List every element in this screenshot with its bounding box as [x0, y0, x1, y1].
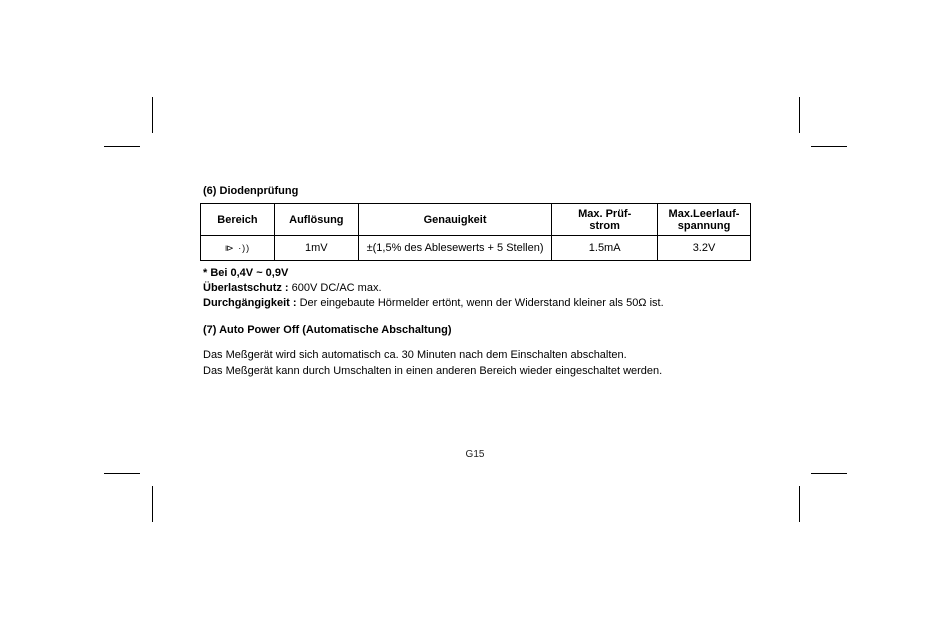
crop-mark-top-right-horizontal	[811, 146, 847, 147]
cell-test-current: 1.5mA	[552, 236, 658, 261]
cell-resolution: 1mV	[274, 236, 358, 261]
header-resolution: Auflösung	[274, 204, 358, 236]
crop-mark-bottom-left-vertical	[152, 486, 153, 522]
auto-off-paragraph-2: Das Meßgerät kann durch Umschalten in einen anderen Bereich wieder eingeschaltet werden.	[203, 365, 663, 377]
continuity-note	[203, 297, 664, 310]
diode-test-table	[200, 203, 751, 261]
footnote: * Bei 0,4V ~ 0,9V	[203, 267, 289, 279]
header-range: Bereich	[201, 204, 275, 236]
table-header-row	[201, 204, 751, 236]
auto-off-paragraph-1: Das Meßgerät wird sich automatisch ca. 30 Minuten nach dem Einschalten abschalten.	[203, 349, 627, 361]
crop-mark-top-left-horizontal	[104, 146, 140, 147]
diode-continuity-icon	[201, 236, 275, 261]
crop-mark-bottom-left-horizontal	[104, 473, 140, 474]
overload-protection	[203, 282, 382, 295]
crop-mark-bottom-right-vertical	[799, 486, 800, 522]
header-open-voltage: Max.Leerlauf- spannung	[658, 204, 751, 236]
section-6-title: (6) Diodenprüfung	[203, 185, 299, 197]
cell-open-voltage: 3.2V	[658, 236, 751, 261]
continuity-value: Der eingebaute Hörmelder ertönt, wenn der Widerstand kleiner als 50Ω ist.	[299, 297, 664, 309]
table-row	[201, 236, 751, 261]
page-number: G15	[465, 449, 485, 460]
header-test-current: Max. Prüf- strom	[552, 204, 658, 236]
overload-label: Überlastschutz :	[203, 282, 289, 294]
section-7-title: (7) Auto Power Off (Automatische Abschaltung)	[203, 324, 452, 336]
crop-mark-bottom-right-horizontal	[811, 473, 847, 474]
continuity-label: Durchgängigkeit :	[203, 297, 297, 309]
range-symbol: ⧐ ·))	[224, 243, 251, 253]
overload-value: 600V DC/AC max.	[291, 282, 382, 294]
crop-mark-top-left-vertical	[152, 97, 153, 133]
cell-accuracy: ±(1,5% des Ablesewerts + 5 Stellen)	[358, 236, 552, 261]
crop-mark-top-right-vertical	[799, 97, 800, 133]
header-accuracy: Genauigkeit	[358, 204, 552, 236]
